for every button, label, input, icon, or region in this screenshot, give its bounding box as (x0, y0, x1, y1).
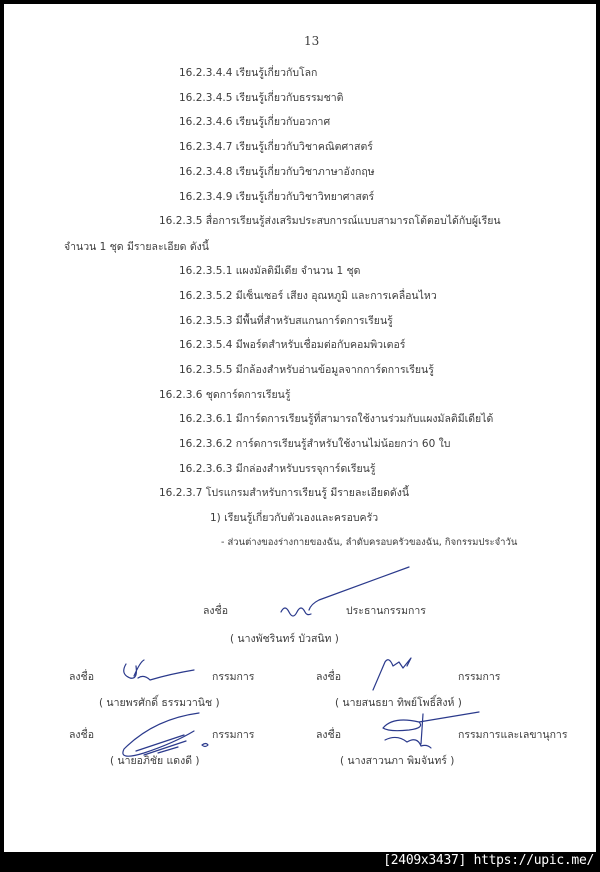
sign-label: ลงชื่อ (69, 729, 94, 741)
list-item: 16.2.3.4.8 เรียนรู้เกี่ยวกับวิชาภาษาอังกฤษ (179, 166, 375, 178)
list-item: 16.2.3.5.3 มีพื้นที่สำหรับสแกนการ์ดการเรียนรู้ (179, 315, 393, 327)
sub-item: 1) เรียนรู้เกี่ยวกับตัวเองและครอบครัว (210, 512, 379, 524)
list-item: 16.2.3.6.1 มีการ์ดการเรียนรู้ที่สามารถใช้งานร่วมกับแผงมัลติมีเดียได้ (179, 413, 494, 425)
secretary-role: กรรมการและเลขานุการ (458, 729, 568, 741)
section-heading: 16.2.3.6 ชุดการ์ดการเรียนรู้ (159, 389, 291, 401)
list-item: 16.2.3.6.3 มีกล่องสำหรับบรรจุการ์ดเรียนรู้ (179, 463, 376, 475)
list-item: 16.2.3.4.6 เรียนรู้เกี่ยวกับอวกาศ (179, 116, 331, 128)
section-heading: 16.2.3.7 โปรแกรมสำหรับการเรียนรู้ มีรายละเอียดดังนี้ (159, 487, 410, 499)
list-item: 16.2.3.4.5 เรียนรู้เกี่ยวกับธรรมชาติ (179, 92, 344, 104)
sign-label: ลงชื่อ (69, 671, 94, 683)
list-item: 16.2.3.5.5 มีกล้องสำหรับอ่านข้อมูลจากการ์ดการเรียนรู้ (179, 364, 434, 376)
list-item: 16.2.3.4.7 เรียนรู้เกี่ยวกับวิชาคณิตศาสตร์ (179, 141, 373, 153)
member3-role: กรรมการ (212, 729, 255, 741)
sub-item-detail: - ส่วนต่างของร่างกายของฉัน, ลำดับครอบครัวของฉัน, กิจกรรมประจำวัน (221, 537, 518, 548)
member2-role: กรรมการ (458, 671, 501, 683)
chair-name: ( นางพัชรินทร์ บัวสนิท ) (230, 633, 339, 645)
list-item: 16.2.3.5.1 แผงมัลติมีเดีย จำนวน 1 ชุด (179, 265, 361, 277)
sign-label: ลงชื่อ (316, 671, 341, 683)
member1-role: กรรมการ (212, 671, 255, 683)
member2-name: ( นายสนธยา ทิพย์โพธิ์สิงห์ ) (335, 697, 462, 709)
list-item: 16.2.3.4.4 เรียนรู้เกี่ยวกับโลก (179, 67, 318, 79)
member1-signature-icon (114, 656, 204, 691)
sign-label: ลงชื่อ (316, 729, 341, 741)
watermark-link[interactable]: [2409x3437] https://upic.me/ (383, 853, 594, 868)
list-item: 16.2.3.5.2 มีเซ็นเซอร์ เสียง อุณหภูมิ และการเคลื่อนไหว (179, 290, 437, 302)
member3-name: ( นายอภิชัย แดงดี ) (110, 755, 200, 767)
list-item: 16.2.3.4.9 เรียนรู้เกี่ยวกับวิชาวิทยาศาสตร์ (179, 191, 375, 203)
member2-signature-icon (369, 654, 429, 694)
section-continuation: จำนวน 1 ชุด มีรายละเอียด ดังนี้ (64, 241, 209, 253)
list-item: 16.2.3.5.4 มีพอร์ตสำหรับเชื่อมต่อกับคอมพิวเตอร์ (179, 339, 406, 351)
document-page (4, 4, 596, 852)
secretary-name: ( นางสาวนภา พิมจันทร์ ) (340, 755, 455, 767)
sign-label: ลงชื่อ (203, 605, 228, 617)
member1-name: ( นายพรศักดิ์ ธรรมวานิช ) (99, 697, 220, 709)
chair-role: ประธานกรรมการ (346, 605, 426, 617)
section-heading: 16.2.3.5 สื่อการเรียนรู้ส่งเสริมประสบการณ์แบบสามารถโต้ตอบได้กับผู้เรียน (159, 215, 501, 227)
page-number: 13 (304, 34, 320, 48)
list-item: 16.2.3.6.2 การ์ดการเรียนรู้สำหรับใช้งานไม่น้อยกว่า 60 ใบ (179, 438, 451, 450)
